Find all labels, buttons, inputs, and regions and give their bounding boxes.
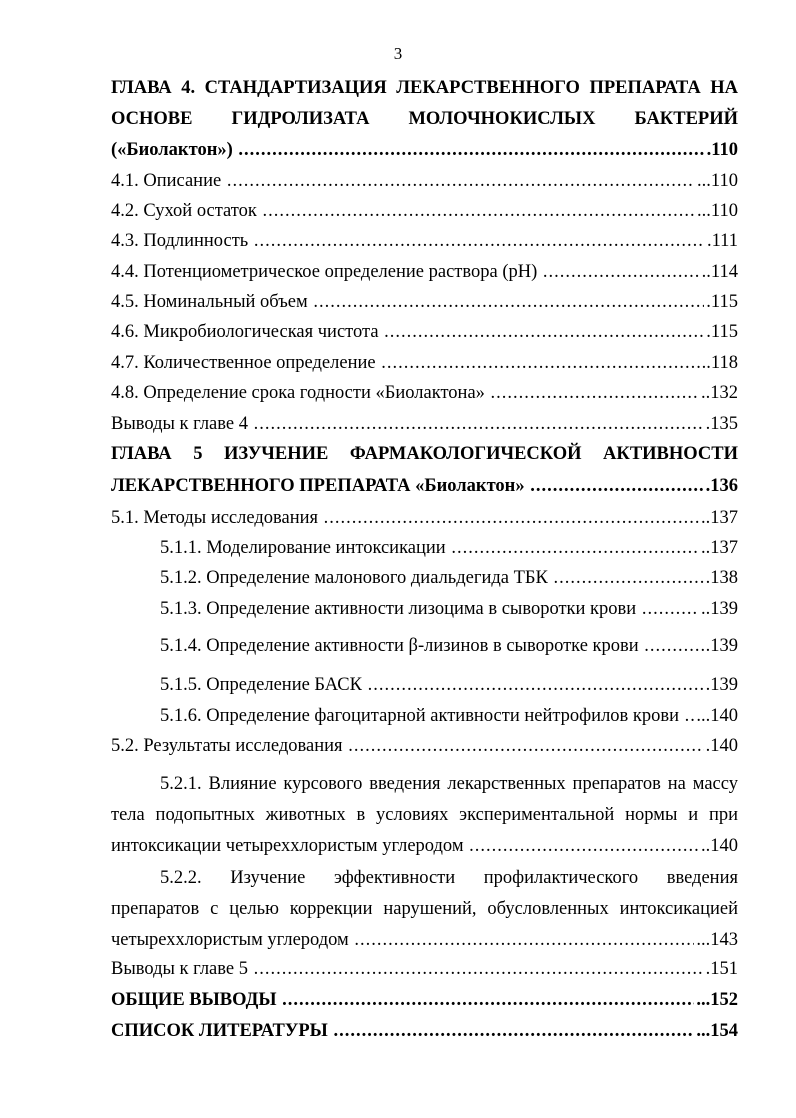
toc-entry-4-5[interactable] [111,290,738,314]
toc-entry-text: СПИСОК ЛИТЕРАТУРЫ ..... [111,1021,738,1041]
toc-entry-text: 5.1.6. Определение фагоцитарной активности нейтрофилов крови ..... [160,706,738,726]
toc-page-number: .136 [705,476,738,496]
toc-page-number: .139 [705,636,738,656]
toc-page-number: ...110 [697,201,738,221]
toc-page-number: .110 [706,140,738,160]
toc-entry-5-1-2[interactable] [160,566,738,590]
toc-entry-text: 4.5. Номинальный объем ..... [111,292,738,312]
toc-page-number: ...143 [696,930,738,950]
toc-page-number: ..132 [701,383,738,403]
toc-entry-chapter4-conclusions[interactable] [111,412,738,436]
toc-page-number: .115 [706,322,738,342]
toc-entry-4-7[interactable] [111,351,738,375]
toc-entry-text: 5.2. Результаты исследования ..... [111,736,738,756]
toc-page-number: .115 [706,292,738,312]
toc-page-number: ..118 [701,353,738,373]
toc-entry-references[interactable] [111,1019,738,1043]
toc-chapter4-title-line3[interactable] [111,138,738,162]
toc-entry-4-8[interactable] [111,381,738,405]
toc-entry-4-6[interactable] [111,320,738,344]
toc-page-number: .111 [706,231,738,251]
toc-entry-5-1-6[interactable] [160,704,738,728]
toc-entry-text: ОБЩИЕ ВЫВОДЫ ..... [111,990,738,1010]
toc-entry-text: ЛЕКАРСТВЕННОГО ПРЕПАРАТА «Биолактон» ..... [111,476,738,496]
toc-entry-text: 5.1.5. Определение БАСК ..... [160,675,738,695]
toc-entry-5-1-5[interactable] [160,673,738,697]
toc-entry-text: 5.1.4. Определение активности β-лизинов в сыворотке крови ..... [160,636,738,656]
toc-page-number: ...154 [696,1021,738,1041]
toc-page-number: ...140 [696,706,738,726]
toc-entry-5-1-4[interactable] [160,634,738,658]
toc-entry-5-2-2-line1: 5.2.2. Изучение эффективности профилактического введения [160,868,738,888]
toc-entry-text: 5.1.1. Моделирование интоксикации ..... [160,538,738,558]
toc-entry-text: 5.1.3. Определение активности лизоцима в сыворотки крови ..... [160,599,738,619]
toc-page-number: ...152 [696,990,738,1010]
toc-page-number: .138 [705,568,738,588]
toc-entry-general-conclusions[interactable] [111,988,738,1012]
toc-chapter5-title-line1: ГЛАВА 5 ИЗУЧЕНИЕ ФАРМАКОЛОГИЧЕСКОЙ АКТИВНОСТИ [111,444,738,464]
toc-entry-text: 5.1.2. Определение малонового диальдегида ТБК ..... [160,568,738,588]
toc-page-number: ...110 [697,171,738,191]
toc-entry-5-2[interactable] [111,734,738,758]
toc-chapter5-title-line2[interactable] [111,474,738,498]
toc-entry-5-1[interactable] [111,506,738,530]
toc-page-number: .151 [705,959,738,979]
toc-entry-text: 4.1. Описание ..... [111,171,738,191]
toc-entry-5-2-2-line2: препаратов с целью коррекции нарушений, обусловленных интоксикацией [111,899,738,919]
toc-entry-text: («Биолактон») ..... [111,140,738,160]
toc-entry-text: 4.8. Определение срока годности «Биолактона» ..... [111,383,738,403]
page-number: 3 [393,44,403,63]
toc-entry-4-2[interactable] [111,199,738,223]
toc-entry-5-2-1-line1: 5.2.1. Влияние курсового введения лекарственных препаратов на массу [160,774,738,794]
toc-entry-text: 4.4. Потенциометрическое определение раствора (рН) ..... [111,262,738,282]
toc-entry-chapter5-conclusions[interactable] [111,957,738,981]
toc-entry-text: Выводы к главе 4 ..... [111,414,738,434]
toc-page-number: ..114 [701,262,738,282]
toc-entry-4-3[interactable] [111,229,738,253]
toc-entry-5-2-1-line2: тела подопытных животных в условиях экспериментальной нормы и при [111,805,738,825]
toc-entry-text: 4.6. Микробиологическая чистота ..... [111,322,738,342]
toc-chapter4-title-line1: ГЛАВА 4. СТАНДАРТИЗАЦИЯ ЛЕКАРСТВЕННОГО ПРЕПАРАТА НА [111,78,738,98]
toc-entry-text: 4.3. Подлинность ..... [111,231,738,251]
toc-entry-4-4[interactable] [111,260,738,284]
toc-entry-text: четыреххлористым углеродом ..... [111,930,738,950]
toc-entry-4-1[interactable] [111,169,738,193]
toc-entry-5-2-1-line3[interactable] [111,834,738,858]
toc-page-number: ..140 [701,836,738,856]
toc-entry-5-1-1[interactable] [160,536,738,560]
toc-entry-text: 4.2. Сухой остаток ..... [111,201,738,221]
toc-page-number: ..137 [701,538,738,558]
toc-entry-text: 4.7. Количественное определение ..... [111,353,738,373]
toc-entry-text: Выводы к главе 5 ..... [111,959,738,979]
toc-page-number: ..137 [701,508,738,528]
toc-page-number: .140 [705,736,738,756]
toc-entry-5-1-3[interactable] [160,597,738,621]
toc-entry-text: 5.1. Методы исследования ..... [111,508,738,528]
toc-entry-text: интоксикации четыреххлористым углеродом ..... [111,836,738,856]
toc-page-number: .135 [705,414,738,434]
toc-chapter4-title-line2: ОСНОВЕ ГИДРОЛИЗАТА МОЛОЧНОКИСЛЫХ БАКТЕРИЙ [111,109,738,129]
toc-entry-5-2-2-line3[interactable] [111,928,738,952]
toc-page-number: ..139 [701,599,738,619]
toc-page-number: .139 [705,675,738,695]
